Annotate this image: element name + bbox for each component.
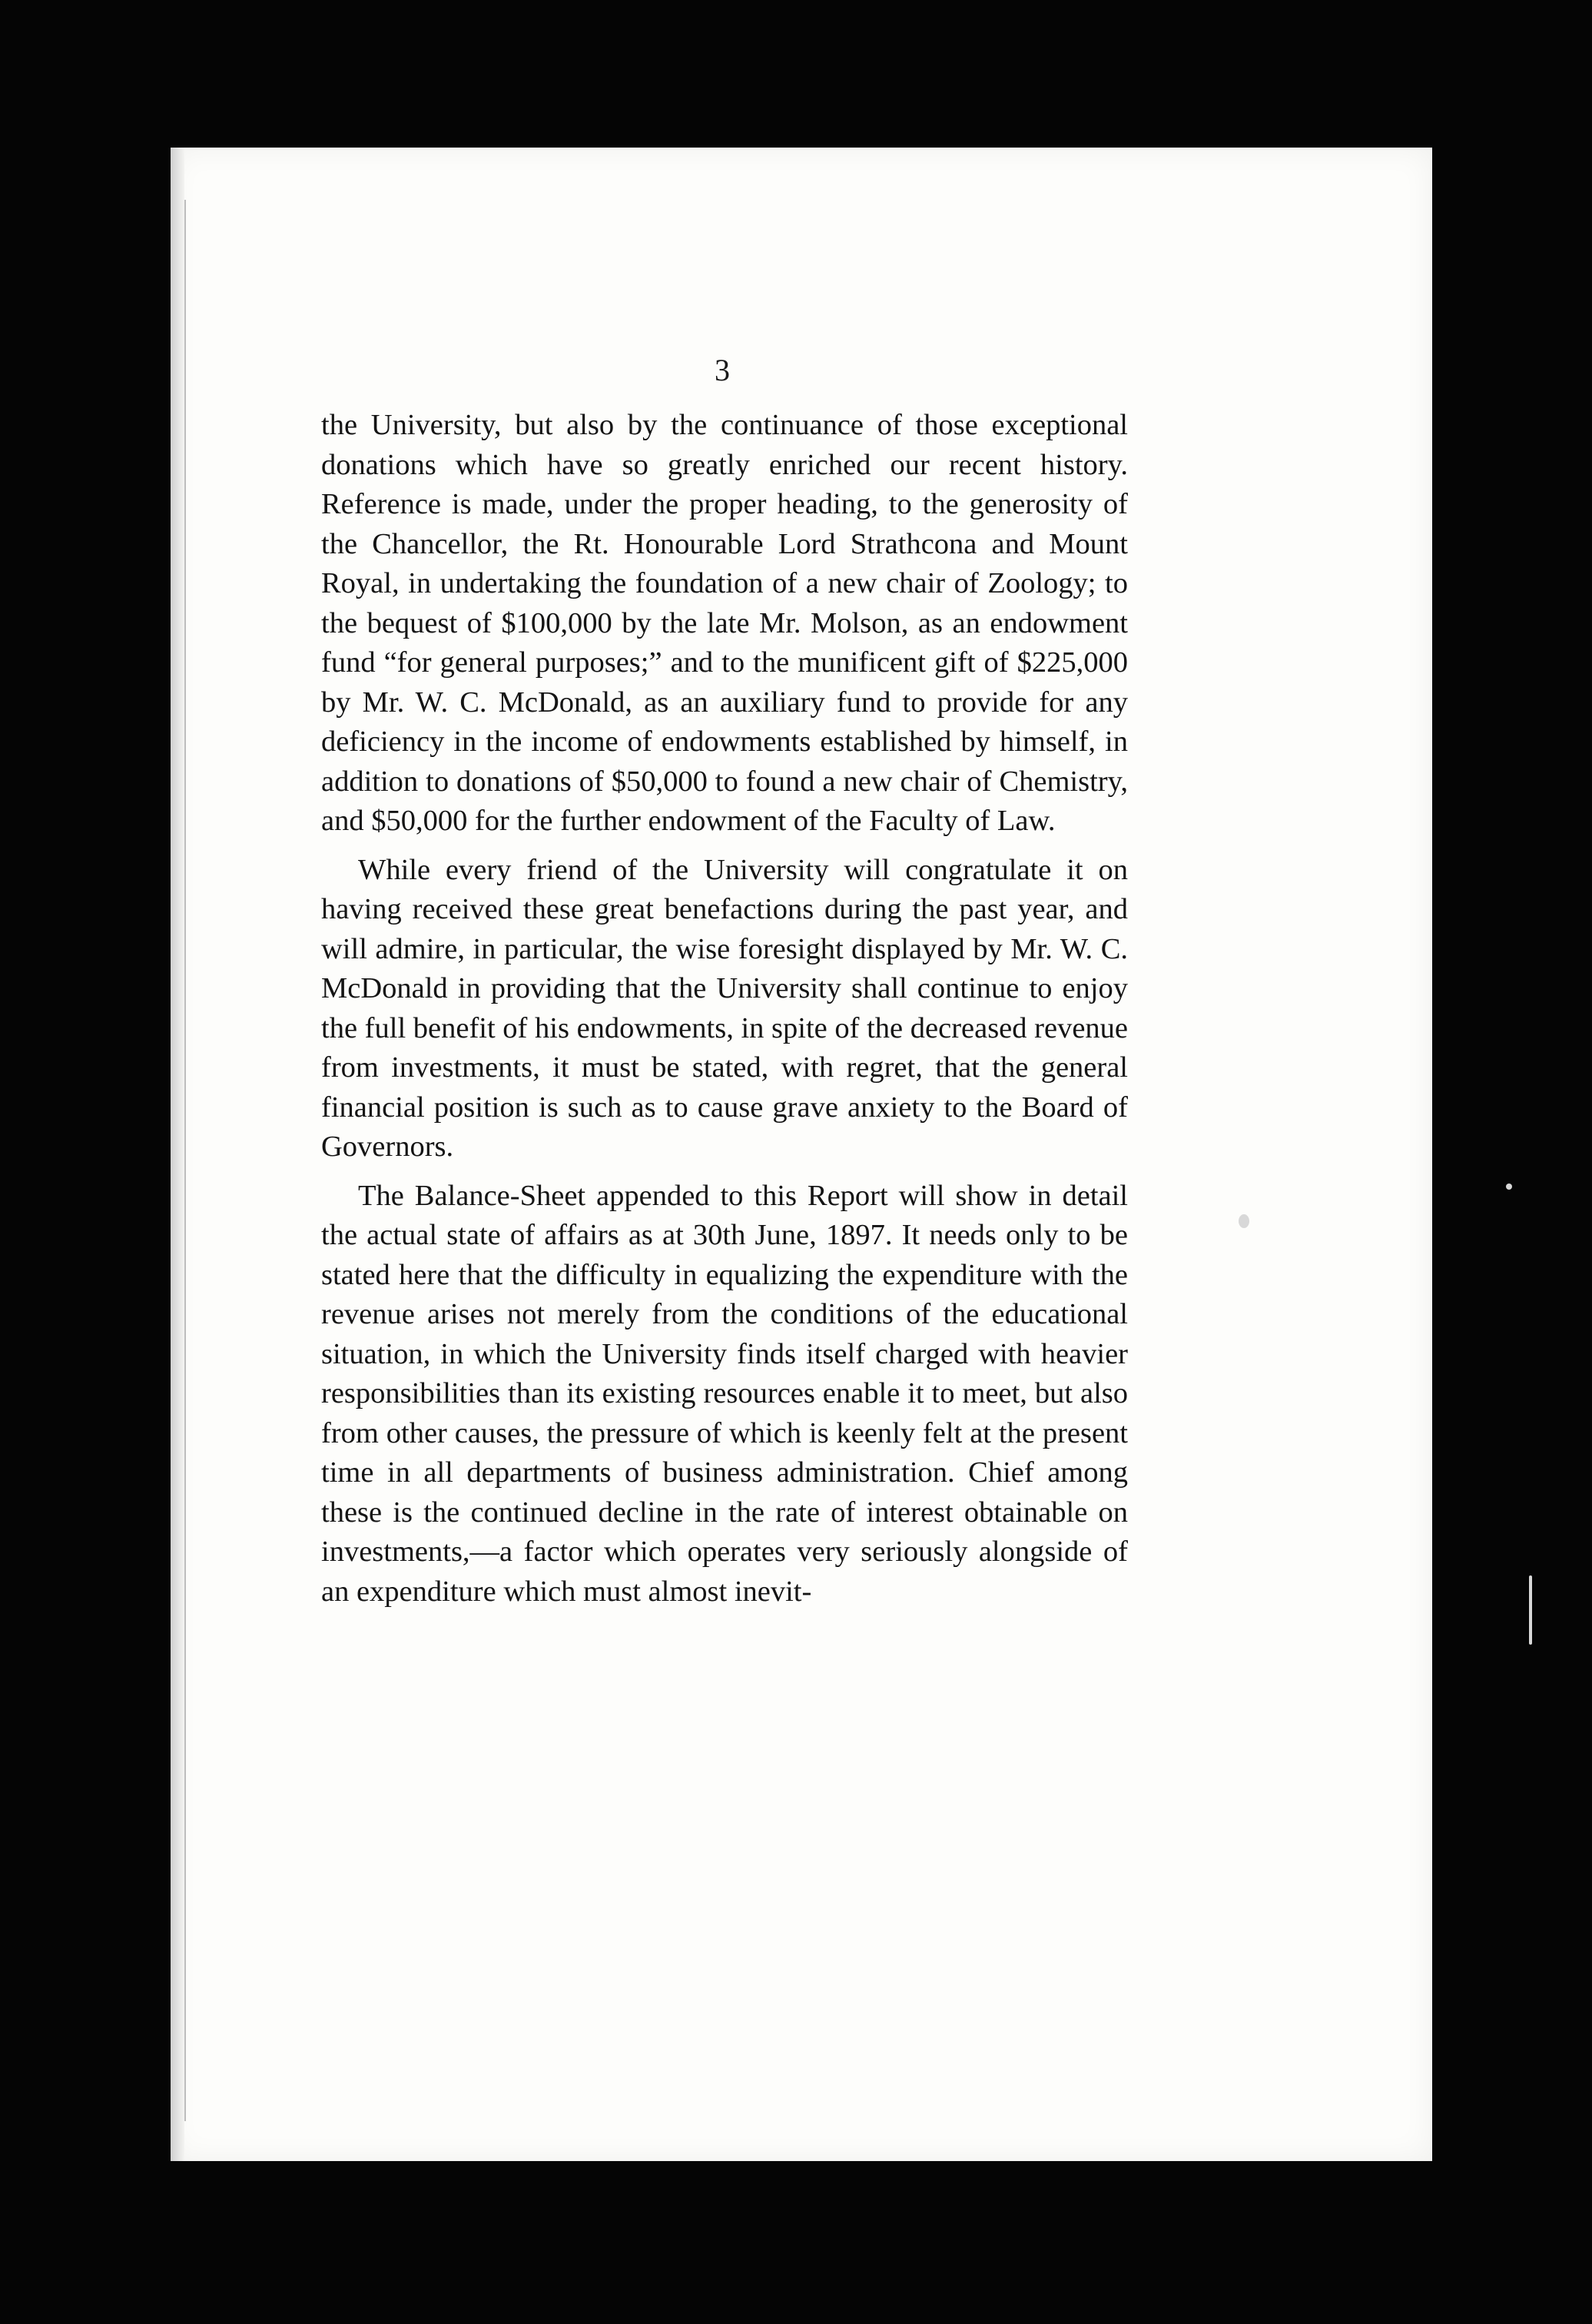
paragraph: the University, but also by the continuance of those exceptional donations which have so greatly enriched our recent history. Reference is made, under the proper heading, to the generosity of the Chancellor, the Rt. Honourable Lord Strathcona and Mount Royal, in undertaking the foundation of a new chair of Zoology; to the bequest of $100,000 by the late Mr. Molson, as an endowment fund “for general purposes;” and to the munificent gift of $225,000 by Mr. W. C. McDonald, as an auxiliary fund to provide for any deficiency in the income of endowments established by himself, in addition to donations of $50,000 to found a new chair of Chemistry, and $50,000 for the further endowment of the Faculty of Law. — [321, 409, 1128, 837]
scan-speck — [1529, 1575, 1532, 1645]
scan-speck — [1239, 1214, 1249, 1228]
page-fold-line — [184, 200, 186, 2121]
paragraph: While every friend of the University will congratulate it on having received these great benefactions during the past year, and will admire, in particular, the wise foresight displayed by Mr. W. C. McDonald in providing that the University shall continue to enjoy the full benefit of his endowments, in spite of the decreased revenue from investments, it must be stated, with regret, that the general financial position is such as to cause grave anxiety to the Board of Governors. — [321, 853, 1128, 1163]
body-text — [321, 406, 1128, 1621]
page-number: 3 — [715, 353, 730, 387]
paragraph: The Balance-Sheet appended to this Report will show in detail the actual state of affairs as at 30th June, 1897. It needs only to be stated here that the difficulty in equalizing the expenditure with the revenue arises not merely from the conditions of the educational situation, in which the University finds itself charged with heavier responsibilities than its existing resources enable it to meet, but also from other causes, the pressure of which is keenly felt at the present time in all departments of business administration. Chief among these is the continued decline in the rate of interest obtainable on investments,—a factor which operates very seriously alongside of an expenditure which must almost inevit- — [321, 1179, 1128, 1608]
page-binding-edge — [171, 148, 184, 2161]
scan-speck — [1506, 1184, 1512, 1190]
